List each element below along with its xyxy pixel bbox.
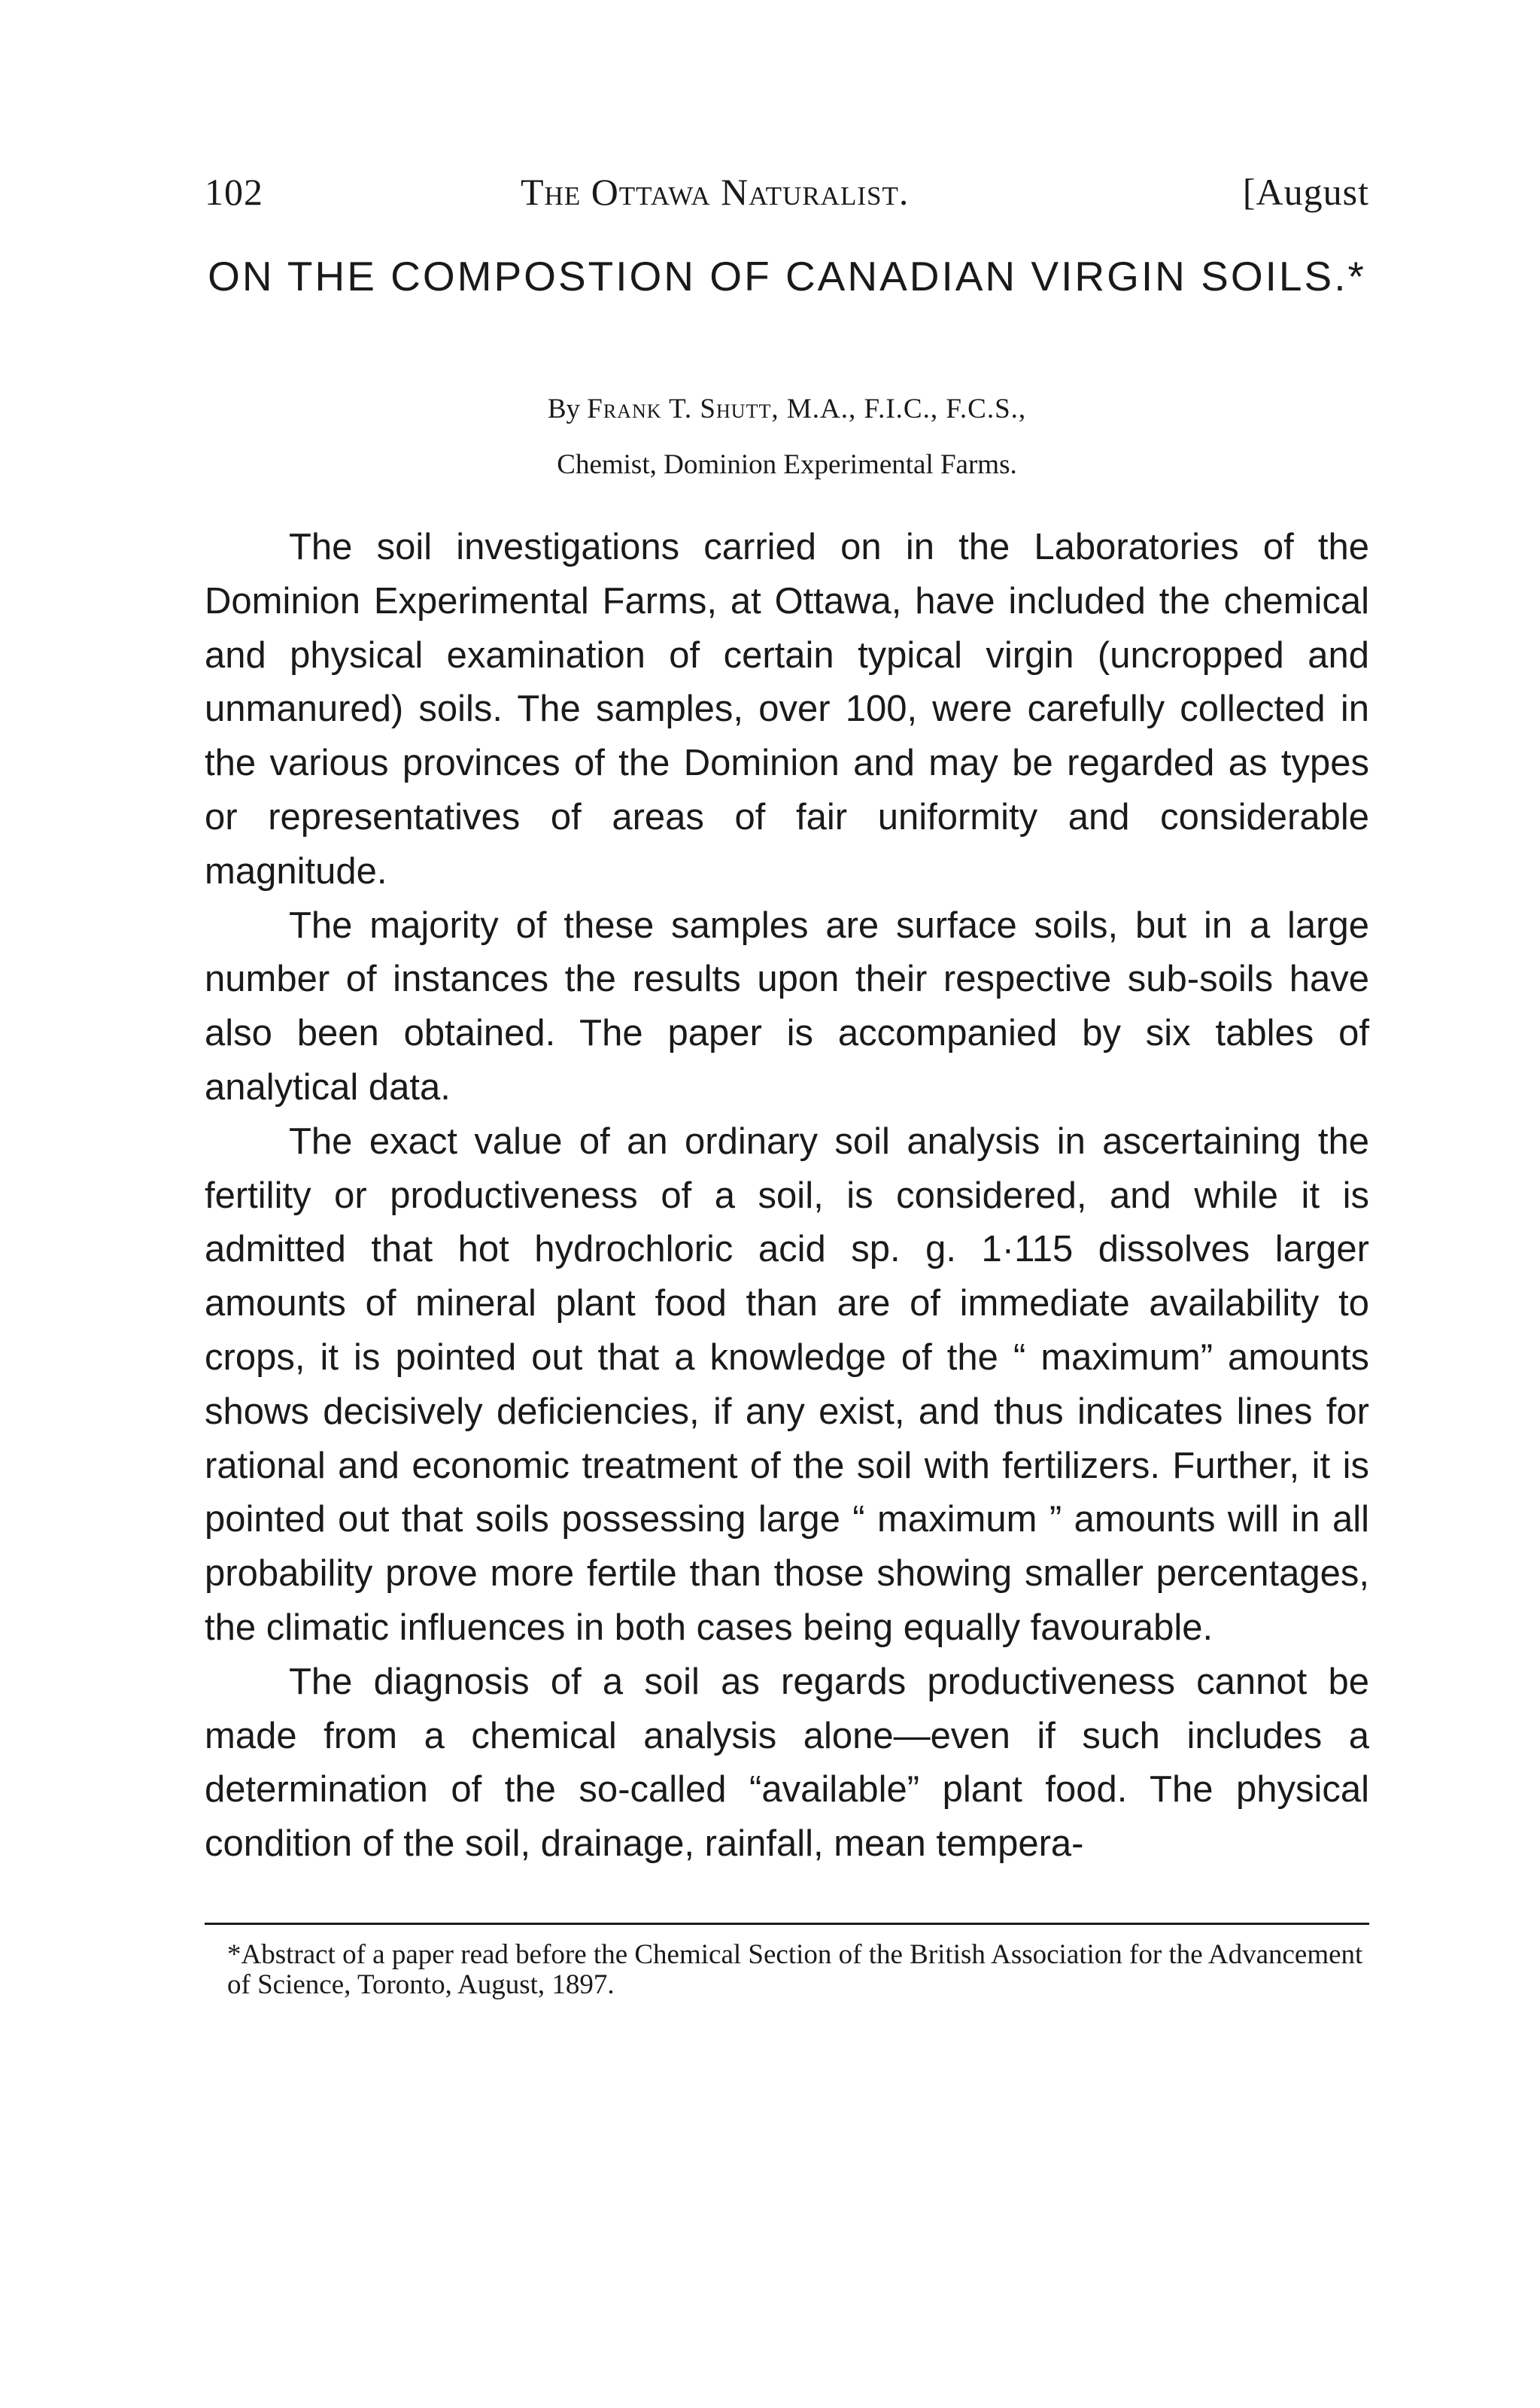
byline-prefix: By: [547, 394, 580, 424]
body-paragraph: The soil investigations carried on in the Laboratories of the Dominion Experimental Farms, at Ottawa, have included the chemical and physical examination of certain typical virgin (uncropped and unmanured) soils. The samples, over 100, were carefully collected in the various provinces of the Dominion and may be regarded as types or representatives of areas of fair uniformity and considerable magnitude.: [205, 527, 1369, 892]
issue-month: [August: [1242, 171, 1369, 213]
footnote: *Abstract of a paper read before the Chemical Section of the British Association for the Advancement of Science, Toronto, August, 1897.: [227, 1939, 1363, 2000]
byline: [205, 388, 1369, 430]
document-page: [205, 0, 1369, 2408]
article-title: ON THE COMPOSTION OF CANADIAN VIRGIN SOILS.*: [208, 253, 1366, 299]
author-affiliation: Chemist, Dominion Experimental Farms.: [557, 449, 1017, 480]
author-name: Frank T. Shutt, M.A., F.I.C., F.C.S.,: [587, 394, 1027, 424]
page-number: 102: [205, 171, 263, 213]
running-head: [205, 170, 1369, 223]
journal-title: The Ottawa Naturalist.: [521, 171, 910, 213]
body-paragraph: The majority of these samples are surface soils, but in a large number of instances the results upon their respective sub-soils have also been obtained. The paper is accompanied by six tables of analytical data.: [205, 905, 1369, 1108]
body-paragraph: The diagnosis of a soil as regards productiveness cannot be made from a chemical analysis alone—even if such includes a determination of the so-called “available” plant food. The physical condition of the soil, drainage, rainfall, mean tempera-: [205, 1661, 1369, 1865]
body-paragraph: The exact value of an ordinary soil analysis in ascertaining the fertility or productiveness of a soil, is considered, and while it is admitted that hot hydrochloric acid sp. g. 1·115 dissolves larger amounts of mineral plant food than are of immediate availability to crops, it is pointed out that a knowledge of the “ maximum” amounts shows decisively deficiencies, if any exist, and thus indicates lines for rational and economic treatment of the soil with fertilizers. Further, it is pointed out that soils possessing large “ maximum ” amounts will in all probability prove more fertile than those showing smaller percentages, the climatic influences in both cases being equally favourable.: [205, 1120, 1369, 1648]
article-body: [205, 521, 1369, 1871]
footnote-divider: [205, 1923, 1369, 1925]
